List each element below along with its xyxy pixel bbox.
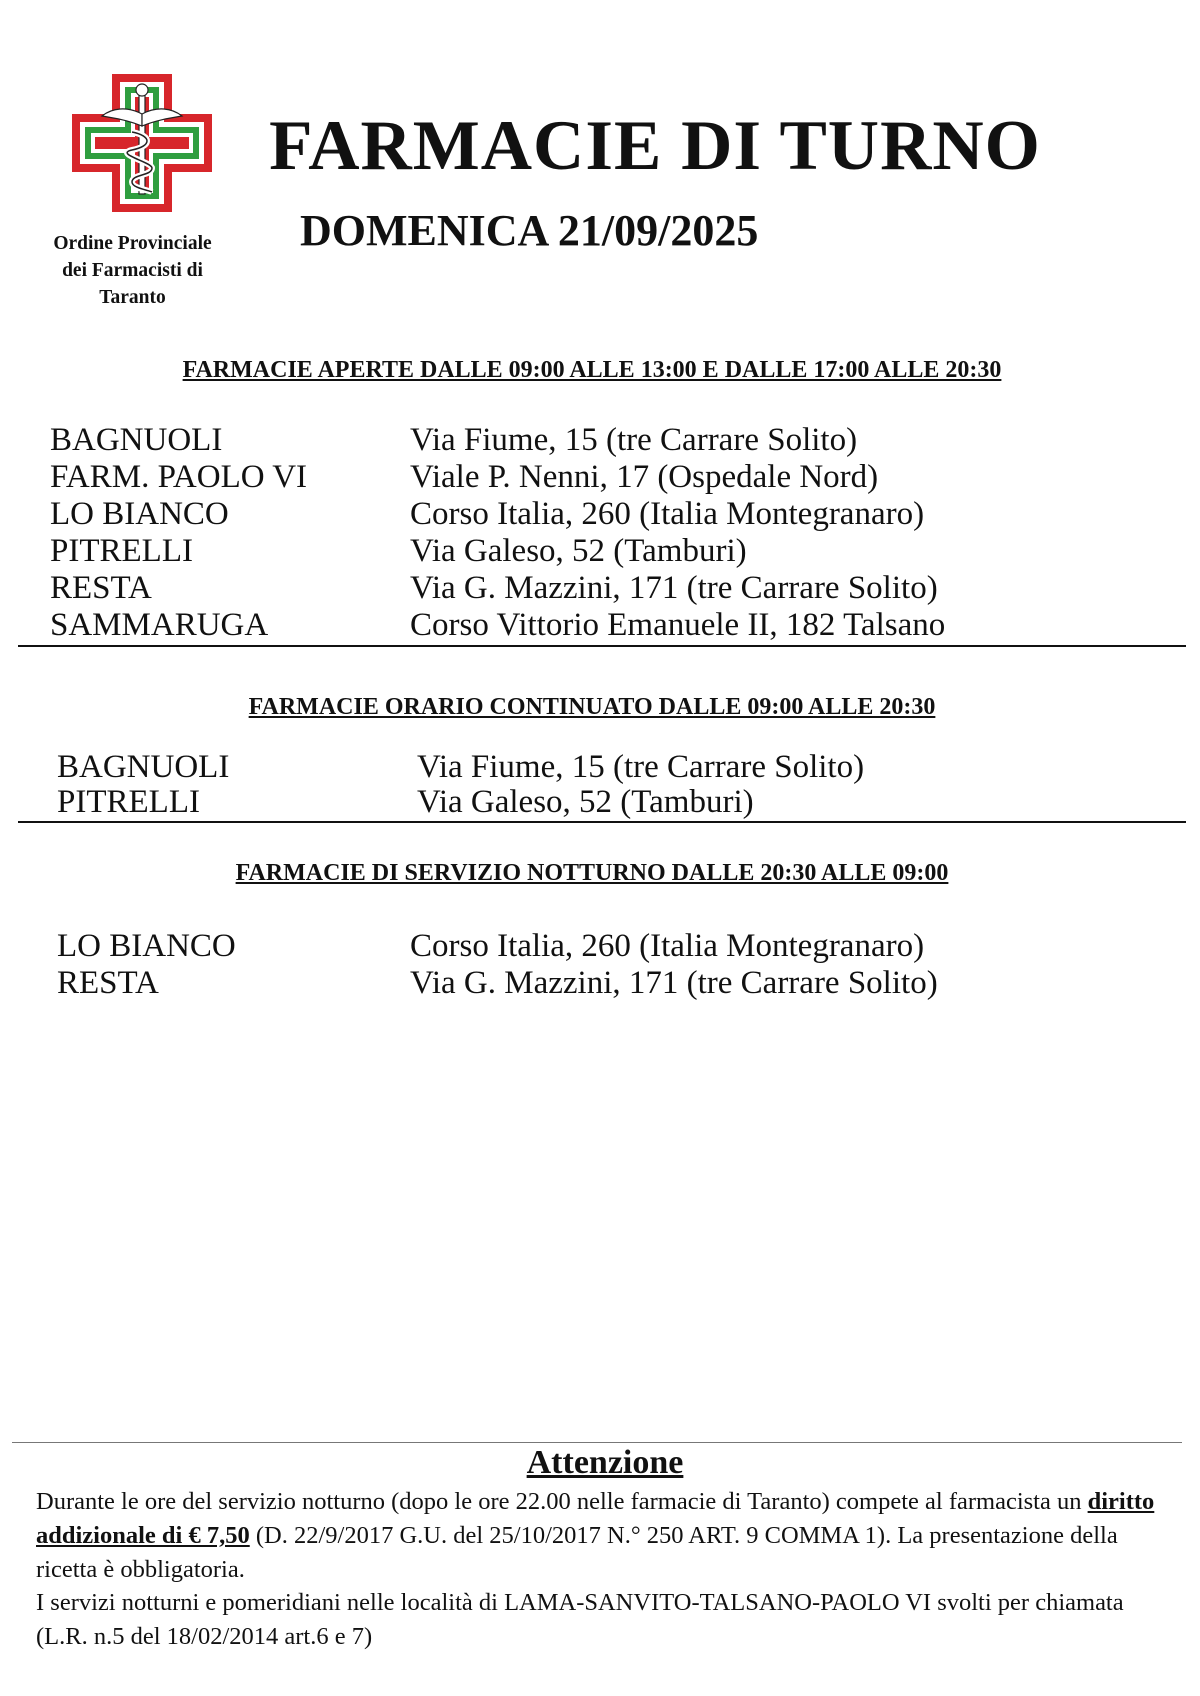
pharmacy-list-night-service bbox=[0, 928, 1184, 1002]
pharmacy-row bbox=[0, 570, 1184, 607]
section-divider bbox=[18, 821, 1186, 823]
pharmacy-row bbox=[0, 459, 1184, 496]
pharmacy-address: Via G. Mazzini, 171 (tre Carrare Solito) bbox=[410, 570, 938, 606]
notice-paragraph-on-call: I servizi notturni e pomeridiani nelle località di LAMA-SANVITO-TALSANO-PAOLO VI svolti per chiamata (L.R. n.5 del 18/02/2014 art.6 e 7) bbox=[36, 1589, 1124, 1650]
pharmacy-name: FARM. PAOLO VI bbox=[50, 459, 308, 495]
pharmacy-name: RESTA bbox=[57, 965, 159, 1001]
pharmacy-name: LO BIANCO bbox=[50, 496, 229, 532]
pharmacy-cross-logo bbox=[72, 74, 212, 212]
pharmacy-row bbox=[0, 749, 1184, 784]
section-heading-continuous-hours: FARMACIE ORARIO CONTINUATO DALLE 09:00 ALLE 20:30 bbox=[248, 694, 936, 720]
pharmacy-address: Via Galeso, 52 (Tamburi) bbox=[417, 784, 754, 820]
pharmacy-name: LO BIANCO bbox=[57, 928, 236, 964]
organization-line: Ordine Provinciale bbox=[53, 233, 212, 254]
organization-line: Taranto bbox=[99, 287, 166, 308]
pharmacy-address: Corso Italia, 260 (Italia Montegranaro) bbox=[410, 928, 925, 964]
pharmacy-name: BAGNUOLI bbox=[50, 422, 223, 458]
pharmacy-row bbox=[0, 784, 1184, 819]
notice-title: Attenzione bbox=[526, 1444, 684, 1481]
section-heading-day-hours: FARMACIE APERTE DALLE 09:00 ALLE 13:00 E DALLE 17:00 ALLE 20:30 bbox=[182, 357, 1002, 383]
pharmacy-row bbox=[0, 607, 1184, 644]
pharmacy-address: Corso Vittorio Emanuele II, 182 Talsano bbox=[410, 607, 946, 643]
section-divider bbox=[18, 645, 1186, 647]
pharmacy-list-continuous-hours bbox=[0, 749, 1184, 819]
notice-text: Durante le ore del servizio notturno (dopo le ore 22.00 nelle farmacie di Taranto) compete al farmacista un bbox=[36, 1488, 1088, 1515]
pharmacy-name: BAGNUOLI bbox=[57, 749, 230, 785]
pharmacy-address: Via G. Mazzini, 171 (tre Carrare Solito) bbox=[410, 965, 938, 1001]
pharmacy-row bbox=[0, 496, 1184, 533]
pharmacy-name: PITRELLI bbox=[50, 533, 193, 569]
pharmacy-address: Via Galeso, 52 (Tamburi) bbox=[410, 533, 747, 569]
pharmacy-name: RESTA bbox=[50, 570, 152, 606]
organization-name bbox=[30, 230, 235, 311]
page-title: FARMACIE DI TURNO bbox=[269, 107, 1041, 185]
pharmacy-address: Corso Italia, 260 (Italia Montegranaro) bbox=[410, 496, 925, 532]
pharmacy-row bbox=[0, 965, 1184, 1002]
notice-paragraph-surcharge bbox=[36, 1485, 1176, 1587]
pharmacy-address: Viale P. Nenni, 17 (Ospedale Nord) bbox=[410, 459, 879, 495]
notice-surcharge-amount: diritto addizionale di € 7,50 bbox=[36, 1488, 1155, 1549]
notice-text: (D. 22/9/2017 G.U. del 25/10/2017 N.° 250 ART. 9 COMMA 1). La presentazione della ricetta è obbligatoria. bbox=[36, 1522, 1118, 1583]
page-date: DOMENICA 21/09/2025 bbox=[300, 206, 759, 255]
pharmacy-row bbox=[0, 533, 1184, 570]
pharmacy-row bbox=[0, 422, 1184, 459]
pharmacy-list-day-hours bbox=[0, 422, 1184, 644]
pharmacy-address: Via Fiume, 15 (tre Carrare Solito) bbox=[410, 422, 858, 458]
section-heading-night-service: FARMACIE DI SERVIZIO NOTTURNO DALLE 20:30 ALLE 09:00 bbox=[235, 860, 949, 886]
pharmacy-name: PITRELLI bbox=[57, 784, 200, 820]
pharmacy-address: Via Fiume, 15 (tre Carrare Solito) bbox=[417, 749, 865, 785]
pharmacy-name: SAMMARUGA bbox=[50, 607, 269, 643]
organization-line: dei Farmacisti di bbox=[62, 260, 203, 281]
pharmacy-row bbox=[0, 928, 1184, 965]
